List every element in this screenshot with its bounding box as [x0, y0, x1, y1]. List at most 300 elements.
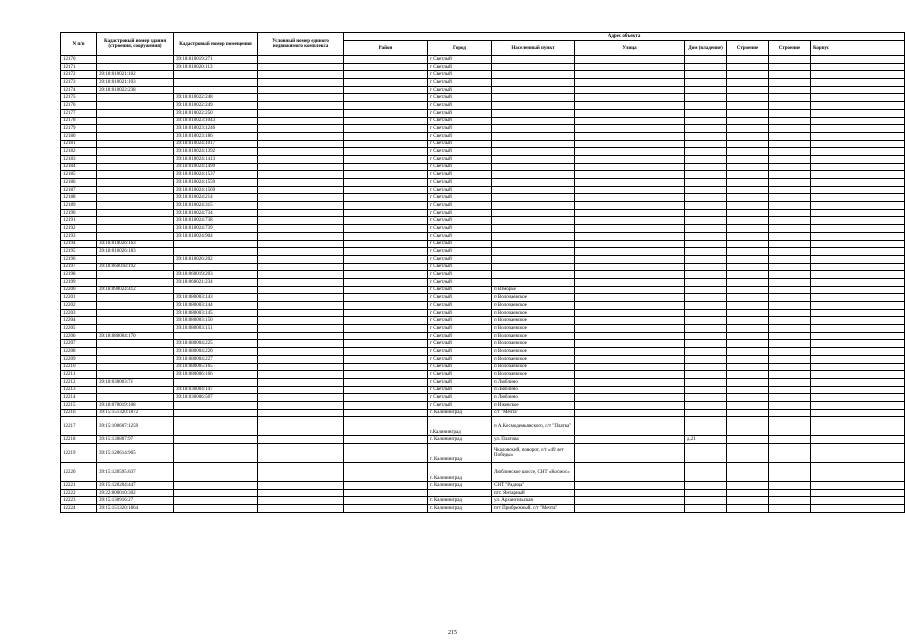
city-cell: г Светлый — [428, 102, 492, 110]
house-cell — [685, 363, 727, 371]
settlement-cell: п Волочаевское — [492, 325, 575, 333]
building-cell — [727, 444, 769, 463]
city-cell: г Светлый — [428, 371, 492, 379]
cad-premises-cell — [174, 332, 258, 340]
street-cell — [575, 482, 685, 490]
table-row — [61, 109, 905, 117]
row-number: 12172 — [61, 71, 97, 79]
district-cell — [344, 497, 428, 505]
table-row — [61, 179, 905, 187]
row-number: 12190 — [61, 209, 97, 217]
korpus-cell — [811, 317, 905, 325]
structure-cell — [769, 171, 811, 179]
street-cell — [575, 497, 685, 505]
settlement-cell — [492, 278, 575, 286]
city-cell: г Светлый — [428, 163, 492, 171]
settlement-cell: ул. Платова — [492, 436, 575, 444]
district-cell — [344, 202, 428, 210]
cad-premises-cell — [174, 286, 258, 294]
korpus-cell — [811, 217, 905, 225]
building-cell — [727, 463, 769, 482]
street-cell — [575, 71, 685, 79]
city-cell: г Светлый — [428, 171, 492, 179]
street-cell — [575, 263, 685, 271]
district-cell — [344, 401, 428, 409]
structure-cell — [769, 217, 811, 225]
cond-num-cell — [258, 378, 344, 386]
cond-num-cell — [258, 186, 344, 194]
table-row — [61, 278, 905, 286]
structure-cell — [769, 409, 811, 417]
district-cell — [344, 194, 428, 202]
city-cell: г Светлый — [428, 132, 492, 140]
structure-cell — [769, 255, 811, 263]
structure-cell — [769, 340, 811, 348]
table-row — [61, 148, 905, 156]
cad-premises-cell: 39:18:010024:739 — [174, 225, 258, 233]
cad-premises-cell — [174, 463, 258, 482]
building-cell — [727, 86, 769, 94]
building-cell — [727, 102, 769, 110]
korpus-cell — [811, 302, 905, 310]
building-cell — [727, 171, 769, 179]
table-row — [61, 94, 905, 102]
cond-num-cell — [258, 240, 344, 248]
cond-num-cell — [258, 463, 344, 482]
house-cell — [685, 286, 727, 294]
cad-premises-cell: 39:18:030006:507 — [174, 394, 258, 402]
house-cell — [685, 497, 727, 505]
cad-building-cell — [97, 317, 174, 325]
district-cell — [344, 378, 428, 386]
korpus-cell — [811, 436, 905, 444]
cond-num-cell — [258, 171, 344, 179]
cad-building-cell — [97, 186, 174, 194]
street-cell — [575, 271, 685, 279]
city-cell: г. Калининград — [428, 436, 492, 444]
cond-num-cell — [258, 248, 344, 256]
street-cell — [575, 186, 685, 194]
cad-building-cell — [97, 302, 174, 310]
row-number: 12199 — [61, 278, 97, 286]
row-number: 12179 — [61, 125, 97, 133]
cad-building-cell — [97, 94, 174, 102]
settlement-cell — [492, 209, 575, 217]
building-cell — [727, 332, 769, 340]
cad-building-cell — [97, 163, 174, 171]
city-cell: г Светлый — [428, 148, 492, 156]
structure-cell — [769, 278, 811, 286]
building-cell — [727, 348, 769, 356]
street-cell — [575, 332, 685, 340]
street-cell — [575, 117, 685, 125]
table-row — [61, 332, 905, 340]
structure-cell — [769, 332, 811, 340]
cad-premises-cell: 39:18:010022:249 — [174, 102, 258, 110]
district-cell — [344, 355, 428, 363]
house-cell — [685, 171, 727, 179]
settlement-cell: п Волочаевское — [492, 363, 575, 371]
korpus-cell — [811, 225, 905, 233]
city-cell: г Светлый — [428, 271, 492, 279]
district-cell — [344, 332, 428, 340]
cond-num-cell — [258, 409, 344, 417]
header-cad-building: Кадастровый номер здания (строения, сооружения) — [97, 33, 174, 56]
cond-num-cell — [258, 232, 344, 240]
table-row — [61, 417, 905, 436]
structure-cell — [769, 71, 811, 79]
cond-num-cell — [258, 79, 344, 87]
street-cell — [575, 225, 685, 233]
district-cell — [344, 371, 428, 379]
header-street: Улица — [575, 41, 685, 56]
settlement-cell: с/т "Мечта" — [492, 409, 575, 417]
korpus-cell — [811, 340, 905, 348]
settlement-cell — [492, 263, 575, 271]
korpus-cell — [811, 355, 905, 363]
building-cell — [727, 148, 769, 156]
settlement-cell — [492, 186, 575, 194]
street-cell — [575, 444, 685, 463]
house-cell — [685, 202, 727, 210]
structure-cell — [769, 163, 811, 171]
header-num: N п/п — [61, 33, 97, 56]
settlement-cell — [492, 179, 575, 187]
street-cell — [575, 94, 685, 102]
cad-premises-cell — [174, 248, 258, 256]
row-number: 12219 — [61, 444, 97, 463]
settlement-cell: п Волочаевское — [492, 294, 575, 302]
city-cell: г.Калининград — [428, 417, 492, 436]
building-cell — [727, 202, 769, 210]
house-cell — [685, 125, 727, 133]
city-cell: г Светлый — [428, 209, 492, 217]
city-cell: г Светлый — [428, 179, 492, 187]
cad-building-cell — [97, 179, 174, 187]
structure-cell — [769, 355, 811, 363]
cad-premises-cell — [174, 409, 258, 417]
settlement-cell — [492, 56, 575, 64]
house-cell — [685, 394, 727, 402]
structure-cell — [769, 155, 811, 163]
house-cell — [685, 386, 727, 394]
table-row — [61, 255, 905, 263]
structure-cell — [769, 482, 811, 490]
city-cell: г Светлый — [428, 378, 492, 386]
street-cell — [575, 386, 685, 394]
cad-building-cell: 39:18:010026:163 — [97, 240, 174, 248]
cad-premises-cell: 39:18:010020:113 — [174, 63, 258, 71]
cond-num-cell — [258, 179, 344, 187]
district-cell — [344, 148, 428, 156]
street-cell — [575, 294, 685, 302]
building-cell — [727, 225, 769, 233]
building-cell — [727, 209, 769, 217]
settlement-cell: п А.Космодемьянского, с/т "Платка" — [492, 417, 575, 436]
row-number: 12203 — [61, 309, 97, 317]
structure-cell — [769, 286, 811, 294]
street-cell — [575, 56, 685, 64]
district-cell — [344, 340, 428, 348]
korpus-cell — [811, 255, 905, 263]
street-cell — [575, 86, 685, 94]
settlement-cell — [492, 271, 575, 279]
table-row — [61, 394, 905, 402]
street-cell — [575, 378, 685, 386]
korpus-cell — [811, 117, 905, 125]
cond-num-cell — [258, 163, 344, 171]
cad-building-cell — [97, 102, 174, 110]
cad-building-cell — [97, 109, 174, 117]
building-cell — [727, 79, 769, 87]
cad-building-cell — [97, 232, 174, 240]
street-cell — [575, 394, 685, 402]
house-cell — [685, 417, 727, 436]
korpus-cell — [811, 401, 905, 409]
city-cell: г Светлый — [428, 248, 492, 256]
cad-building-cell — [97, 325, 174, 333]
korpus-cell — [811, 202, 905, 210]
row-number: 12214 — [61, 394, 97, 402]
house-cell — [685, 71, 727, 79]
settlement-cell: пгт. Янтарный — [492, 489, 575, 497]
building-cell — [727, 186, 769, 194]
korpus-cell — [811, 286, 905, 294]
row-number: 12223 — [61, 497, 97, 505]
cad-building-cell: 39:18:010026:183 — [97, 248, 174, 256]
district-cell — [344, 209, 428, 217]
structure-cell — [769, 394, 811, 402]
korpus-cell — [811, 163, 905, 171]
settlement-cell — [492, 232, 575, 240]
district-cell — [344, 132, 428, 140]
street-cell — [575, 217, 685, 225]
korpus-cell — [811, 86, 905, 94]
city-cell: г Светлый — [428, 348, 492, 356]
korpus-cell — [811, 444, 905, 463]
cad-premises-cell: 39:18:060019:203 — [174, 271, 258, 279]
building-cell — [727, 63, 769, 71]
row-number: 12216 — [61, 409, 97, 417]
korpus-cell — [811, 463, 905, 482]
street-cell — [575, 417, 685, 436]
building-cell — [727, 489, 769, 497]
cond-num-cell — [258, 125, 344, 133]
structure-cell — [769, 94, 811, 102]
settlement-cell — [492, 86, 575, 94]
korpus-cell — [811, 240, 905, 248]
building-cell — [727, 302, 769, 310]
house-cell — [685, 255, 727, 263]
row-number: 12198 — [61, 271, 97, 279]
district-cell — [344, 278, 428, 286]
city-cell: г Светлый — [428, 401, 492, 409]
city-cell: г Светлый — [428, 202, 492, 210]
house-cell — [685, 94, 727, 102]
cad-premises-cell: 39:18:010024:738 — [174, 217, 258, 225]
page-number: 215 — [448, 630, 457, 636]
district-cell — [344, 255, 428, 263]
district-cell — [344, 125, 428, 133]
building-cell — [727, 401, 769, 409]
table-row — [61, 63, 905, 71]
city-cell: г Светлый — [428, 194, 492, 202]
settlement-cell — [492, 240, 575, 248]
street-cell — [575, 155, 685, 163]
building-cell — [727, 217, 769, 225]
building-cell — [727, 505, 769, 513]
cad-building-cell: 39:18:010021:103 — [97, 79, 174, 87]
settlement-cell: п Люблино — [492, 394, 575, 402]
korpus-cell — [811, 109, 905, 117]
row-number: 12202 — [61, 302, 97, 310]
cad-premises-cell: 39:18:080003:151 — [174, 325, 258, 333]
korpus-cell — [811, 125, 905, 133]
cad-building-cell: 39:18:010021:102 — [97, 71, 174, 79]
city-cell: г Светлый — [428, 363, 492, 371]
cad-building-cell — [97, 209, 174, 217]
settlement-cell — [492, 148, 575, 156]
row-number: 12224 — [61, 505, 97, 513]
cad-premises-cell — [174, 444, 258, 463]
table-row — [61, 140, 905, 148]
structure-cell — [769, 371, 811, 379]
cond-num-cell — [258, 109, 344, 117]
building-cell — [727, 294, 769, 302]
district-cell — [344, 348, 428, 356]
cad-premises-cell: 39:18:010024:1413 — [174, 155, 258, 163]
structure-cell — [769, 79, 811, 87]
structure-cell — [769, 117, 811, 125]
district-cell — [344, 86, 428, 94]
city-cell: г Светлый — [428, 325, 492, 333]
building-cell — [727, 363, 769, 371]
table-row — [61, 401, 905, 409]
row-number: 12184 — [61, 163, 97, 171]
korpus-cell — [811, 309, 905, 317]
cond-num-cell — [258, 417, 344, 436]
header-address: Адрес объекта — [344, 33, 905, 41]
table-row — [61, 102, 905, 110]
table-row — [61, 482, 905, 490]
street-cell — [575, 348, 685, 356]
cad-building-cell: 39:18:010022:238 — [97, 86, 174, 94]
table-row — [61, 355, 905, 363]
table-row — [61, 497, 905, 505]
table-row — [61, 217, 905, 225]
korpus-cell — [811, 248, 905, 256]
settlement-cell: п Взморье — [492, 286, 575, 294]
table-row — [61, 505, 905, 513]
korpus-cell — [811, 332, 905, 340]
row-number: 12189 — [61, 202, 97, 210]
house-cell — [685, 132, 727, 140]
house-cell — [685, 378, 727, 386]
district-cell — [344, 225, 428, 233]
district-cell — [344, 489, 428, 497]
cond-num-cell — [258, 217, 344, 225]
house-cell — [685, 409, 727, 417]
cad-premises-cell — [174, 79, 258, 87]
building-cell — [727, 355, 769, 363]
structure-cell — [769, 232, 811, 240]
settlement-cell: п Волочаевское — [492, 355, 575, 363]
building-cell — [727, 317, 769, 325]
city-cell: г. Калининград — [428, 444, 492, 463]
city-cell: г. Калининград — [428, 482, 492, 490]
building-cell — [727, 271, 769, 279]
cad-premises-cell: 39:18:060021:234 — [174, 278, 258, 286]
house-cell — [685, 102, 727, 110]
korpus-cell — [811, 489, 905, 497]
structure-cell — [769, 271, 811, 279]
row-number: 12221 — [61, 482, 97, 490]
cond-num-cell — [258, 56, 344, 64]
settlement-cell — [492, 140, 575, 148]
row-number: 12208 — [61, 348, 97, 356]
cad-building-cell: 39:18:080004:170 — [97, 332, 174, 340]
table-row — [61, 263, 905, 271]
district-cell — [344, 63, 428, 71]
row-number: 12213 — [61, 386, 97, 394]
row-number: 12170 — [61, 56, 97, 64]
city-cell: г Светлый — [428, 240, 492, 248]
house-cell — [685, 217, 727, 225]
city-cell: г Светлый — [428, 86, 492, 94]
house-cell — [685, 463, 727, 482]
city-cell: г. Калининград — [428, 463, 492, 482]
row-number: 12175 — [61, 94, 97, 102]
cond-num-cell — [258, 325, 344, 333]
cond-num-cell — [258, 140, 344, 148]
structure-cell — [769, 317, 811, 325]
cond-num-cell — [258, 86, 344, 94]
settlement-cell — [492, 79, 575, 87]
cond-num-cell — [258, 401, 344, 409]
row-number: 12196 — [61, 255, 97, 263]
street-cell — [575, 489, 685, 497]
street-cell — [575, 140, 685, 148]
street-cell — [575, 102, 685, 110]
district-cell — [344, 248, 428, 256]
settlement-cell — [492, 248, 575, 256]
building-cell — [727, 117, 769, 125]
building-cell — [727, 371, 769, 379]
city-cell: г. Калининград — [428, 497, 492, 505]
cad-premises-cell: 39:18:080003:150 — [174, 317, 258, 325]
cad-building-cell — [97, 294, 174, 302]
settlement-cell: п Волочаевское — [492, 371, 575, 379]
table-row — [61, 489, 905, 497]
house-cell — [685, 325, 727, 333]
house-cell — [685, 317, 727, 325]
korpus-cell — [811, 278, 905, 286]
structure-cell — [769, 463, 811, 482]
structure-cell — [769, 179, 811, 187]
header-house: Дом (владение) — [685, 41, 727, 56]
district-cell — [344, 163, 428, 171]
table-row — [61, 56, 905, 64]
header-settlement: Населенный пункт — [492, 41, 575, 56]
cad-premises-cell — [174, 482, 258, 490]
table-row — [61, 186, 905, 194]
structure-cell — [769, 140, 811, 148]
structure-cell — [769, 209, 811, 217]
district-cell — [344, 217, 428, 225]
district-cell — [344, 505, 428, 513]
structure-cell — [769, 263, 811, 271]
district-cell — [344, 302, 428, 310]
